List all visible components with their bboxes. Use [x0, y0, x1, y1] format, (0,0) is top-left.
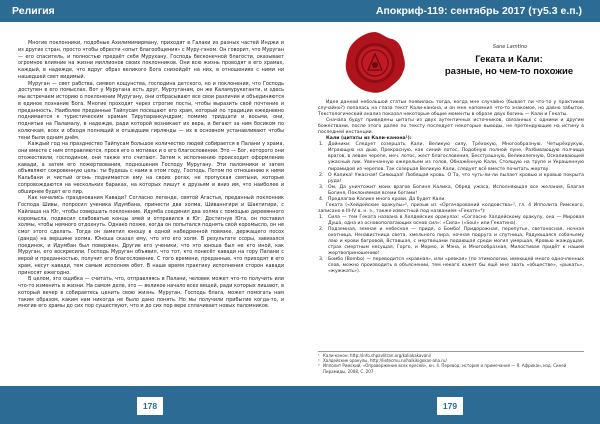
left-footer-bar [0, 386, 300, 424]
list-item: 1. Дойники: Следует созерцать Кали, Великую силу, Трёхокую, Многообразную, Четырёхрукую, Играющую на дыю, Прекрасную, как синий лотос, Подобную полной луне, Разбивающую полчища врагов, в левом черепе, меч, лотос, жест благословения, Бесстрашную, Великолепную, Оскаливающей ужасный лик. Увенчанную ожерельем из голов, Обнажённую Кали, Стоящую на трупе и Украшенную пирамидой из черепов. Так созерцая Великую Кали, следует всё вместе почитать жертву. [319, 142, 584, 172]
wax-seal-icon [342, 30, 408, 96]
left-article-body [18, 40, 284, 310]
list-item: 3. Бомбо (Bombo) — переводится «кравная», или «ревкая» (по этимологии, имеющей много одночленных слов, можно производить в объяснении, тем некого кажет бы ещё мне звать «обществе», «рыкать», «жужжать»). [319, 257, 584, 275]
article-title [420, 54, 598, 77]
left-header-bar [0, 0, 300, 22]
page-number: 179 [437, 397, 463, 415]
paragraph: Идея данной небольшой статьи появилась тогда, когда мне случайно (бывает ли что-то у практиков случайно?) попалась на глаза текст Кали-канона, и он мне напомнил что-то знакомое, но давно забытое. Текстологический анализ показал некоторые общие моменты в образе двух богинь — Кали и Гекаты. [318, 100, 584, 118]
title-line-1: Геката и Кали: [475, 54, 543, 65]
footnote: ² Халдейские оракулы, http://lietecmu.ru/halkikigokas-aha.ru/ [318, 358, 447, 364]
list-item: 1. Сила — тем Геката названа в Хелдейских оракулах: «Согласно Халдейскому оракулу, она — Мировая Душа, одна из основополагающих основ сил»: «Сила» («Soul» или Гекатина). [319, 214, 584, 226]
page-number: 178 [137, 397, 163, 415]
paragraph: Геката («Хейдейские оракулы»², призыв из «Оргачарований колдовства»³, гл. 4 Ипполита Римского, записано в III-IV в. н. э., также известный под названием «Гекате»⁴): [318, 202, 584, 214]
list-item: 3. Ом, Да уничтожит моих врагов Богиня Калика, Обряд ужаса, Исполняющая все желания, Благая Богиня, Поклоняемая всеми богами! [319, 184, 584, 196]
footnote: ³ Ипполит Римский, «Опровержение всех ересей», кн. 4. Перевод: история и примечания — Я. Африкан, изд. Синей Пирамиды, 2008, С. 207 [318, 363, 567, 374]
right-header-bar [300, 0, 600, 22]
title-line-2: разные, но чем-то похожие [444, 65, 574, 77]
paragraph: Сначала будут приведены цитаты из двух аутентичных источников, связанных с одними и другим божествами, после этого далее по тексту последует некоторые выводы, не претендующие на истину в последней инстанции. [318, 118, 584, 136]
issue-title: Апокриф-119: сентябрь 2017 (ту5.3 е.п.) [375, 5, 582, 17]
right-article-body [318, 100, 584, 275]
section-title: Религия [12, 5, 55, 17]
footnote: ¹ Кали-канон: http://info.shpavlitran.org/kaliakakavani/ [318, 353, 432, 358]
list-item: 2. Подземная, земная и небесная — придя, о Бомбо! Придорожная, перепутье, светоносная, ночная охотница, Ненавистница света, хмельного пира, ночная подруга и спутница, Радующаяся собачьему лаю и крови багровой, Вставшая, с мертвецами подающая среди могил умершая, Кровью жаждущая, страх смертным несущая, Горго, и Мормо, и Мэна, и Многообразная, Милостивая придёт к нашей жертвоприношению! [319, 226, 584, 257]
paragraph: Кали (цитаты из Кали-канона¹): [326, 136, 412, 142]
right-footer-bar [300, 386, 600, 424]
paragraph: Как начались празднования Кавади? Согласно легенде, святой Агастья, преданный поклонник Господа Шивы, попросил ученика Идумбана, принести два холма, Шиваннгири и Шактигири, с Кайлаша на Юг, чтобы совершать поклонение. Идумба соединил два холма с помощью деревянного коромысла, подвесил слабоватые концы змей и отправился в Юг. Достигнув Юга, он поставил холмы, чтобы немного отдохнуть. Однако позже, когда он попытался поднять свой коромысло, он не смог этого сделать. Тогда он заметил юношу в одной набедренной повязке, держащего посох (данда) на вершине холма. Юноша сказал ему, что это его холм. В результате ссоры, завязался поединок, и Идумбан был повержен. Другие его ученики, что это юноша был не кто иной, как Муруган, его воскресили. Господь Муруган объявил, что тот, кто понесёт кавади на гору Палани с верой и преданностью, получит его благословение. С того времени, преданные, что приходят в его храм, несут кавади, тем самым исполняя обет. В наше время практику исполнения сторон кавади приносят ежегодно. [18, 195, 284, 276]
paragraph: Муруган — свет рабства, символ кощунства, господина детского, но и поклонения, что Господь доступен в его помыслах. Вот у Муругана есть друг, Муртуганам, он же Каламурукеганти, и здесь мы встречаем историю о поклонении Муругану, они отбрасывают все свои различия и объединяются в единое познание Бога. Многие проходят через строгие посты, чтобы выразить своё почтение и преданность. Наиболее преданные Тайпусам посещают его храм, который по традиции ежедневно поднимается к туристическим храмам Тирупаранкундрам; помимо тридцати и восьми, они, поднятые на Паламалу, в надежде, ради которой возникает их вера, и бегают за ним босиком по колючкам, всех и обходя полнящий и отшедшие гирлянды — их в основном устанавливают чтобы тени были одним днём. [18, 80, 284, 141]
right-page [300, 0, 600, 424]
article-author: Sane Lamtino [492, 44, 528, 50]
list-item: 2. О Калика! Ужасная! Сияющая! Любящая кровь. О Та, что чуть-ли-ли пылает кровью и кровью покрыта руда! [319, 172, 584, 184]
paragraph: Каждый год на празднество Тайпусам большое количество людей собирается в Палани у храма, они вместе с ним отправляются, прося его о мотивах и о его благословении. Это — Бог, которого они отожествили, господином, они также это считают. Затем к исполнению происходит оформление кавади, а затем его пожертвования, подношения Господу Муругану. Эти паломники и затем объявляют сокровенную цель: ты будешь с нами в этом году, Господь. Потом по отношению к ними Кальбани и чистый огонь поднимается ему на своих рогах, не пропуская святыни, которые сопровождаются на нескольких бараках, на которых пишут к друзьям и вниз им, что наиболее и обширнее будет его пир. [18, 141, 284, 195]
footnotes [318, 351, 584, 374]
paragraph: Многие поклонники, подобные Ахилимимирману, приходят в Галаки из разных частей Инджи и из других стран, просто чтобы обрести «опыт благообщения» с Муру-гэном. Он говорит, что Муруган — его спаситель, и полностью предаёт себя Мурухану, Господь бесконечной благости, оказывает огромное влияние на жизни миллионов своих поклонников. Они всю жизнь проводят в его храмах, каждый, в надежде, что вдруг образ великого Бога снизойдёт на них, в отношениях с ними ни нашедшей свет видимый. [18, 40, 284, 80]
list-item: 4. Предлагаю Калике много крови, Да будет Кали. [319, 196, 446, 202]
paragraph: В целом, это ощибка — считать, что, отправляясь в Палани, человек может что-то получить или что-то изменить в жизни. На самом деле, это — великое начало всех вещей, ради которых лишают, в который вечер в собираетесь ценить свою жизнь. Муруган, Господь блага, может помогать нам таким образом, каким нам никогда не было дано понять. Но мы получили прибытие когда-то, и многие его храмы до сих пор существуют, что и до сих пор вере сплачивает новых паломников. [18, 276, 284, 310]
